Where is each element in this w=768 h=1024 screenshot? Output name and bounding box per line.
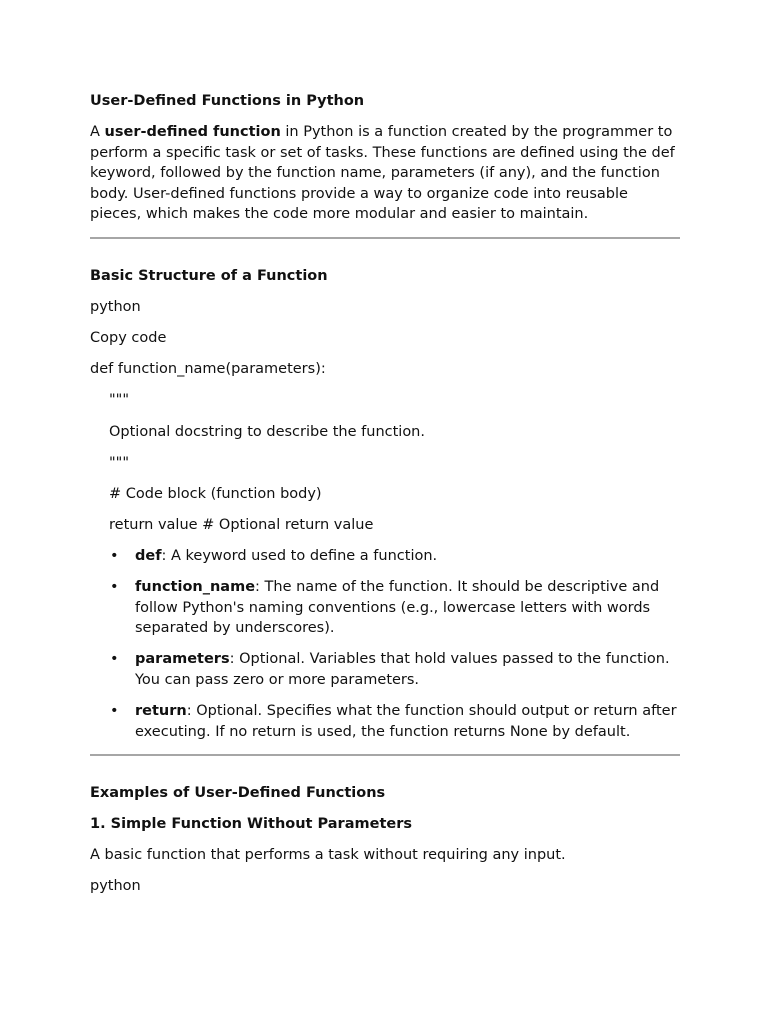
- example-1-description: A basic function that performs a task without requiring any input.: [90, 847, 566, 864]
- intro-para-bold: user-defined function: [104, 124, 281, 141]
- intro-para-rest: in Python is a function created by the programmer to perform a specific task or set of tasks. These functions are defined using the def keyword, followed by the function name, parameters (if any), and the function body. User-defined functions provide a way to organize code into reusable pieces, which makes the code more modular and easier to maintain.: [90, 124, 675, 223]
- structure-lang-label: python: [90, 299, 141, 316]
- bullet-term: return: [135, 702, 187, 719]
- bullet-icon: •: [110, 579, 119, 595]
- document-page: [90, 91, 680, 897]
- structure-title: Basic Structure of a Function: [90, 268, 328, 285]
- bullet-desc: : Optional. Specifies what the function should output or return after executing. If no return is used, the function returns None by default.: [135, 702, 677, 740]
- code-line-1: def function_name(parameters):: [90, 361, 326, 378]
- example-1-title: 1. Simple Function Without Parameters: [90, 816, 412, 833]
- list-item: [90, 546, 680, 567]
- example-1-lang-label: python: [90, 878, 141, 895]
- bullet-term: parameters: [135, 651, 230, 668]
- copy-code-button[interactable]: Copy code: [90, 330, 167, 347]
- intro-paragraph: [90, 122, 680, 225]
- section-divider-1: [90, 237, 680, 239]
- code-line-5: # Code block (function body): [109, 485, 322, 502]
- bullet-icon: •: [110, 651, 119, 668]
- list-item: [90, 649, 680, 690]
- bullet-term: function_name: [135, 579, 256, 595]
- code-line-6: return value # Optional return value: [109, 516, 374, 533]
- list-item: [90, 701, 680, 742]
- intro-title: User-Defined Functions in Python: [90, 93, 365, 109]
- examples-title: Examples of User-Defined Functions: [90, 785, 386, 802]
- bullet-icon: •: [110, 702, 119, 719]
- list-item: [90, 577, 680, 639]
- bullet-term: def: [135, 547, 162, 564]
- bullet-desc: : The name of the function. It should be descriptive and follow Python's naming conventions (e.g., lowercase letters with words separated by underscores).: [135, 579, 660, 637]
- bullet-icon: •: [110, 547, 119, 564]
- bullet-desc: : A keyword used to define a function.: [161, 547, 438, 564]
- code-line-4: """: [109, 454, 130, 471]
- code-line-2: """: [109, 392, 130, 409]
- intro-para-prefix: A: [90, 124, 105, 141]
- structure-bullet-list: [90, 546, 680, 742]
- bullet-desc: : Optional. Variables that hold values passed to the function. You can pass zero or more parameters.: [135, 651, 670, 688]
- code-line-3: Optional docstring to describe the function.: [109, 423, 425, 440]
- section-divider-2: [90, 754, 680, 756]
